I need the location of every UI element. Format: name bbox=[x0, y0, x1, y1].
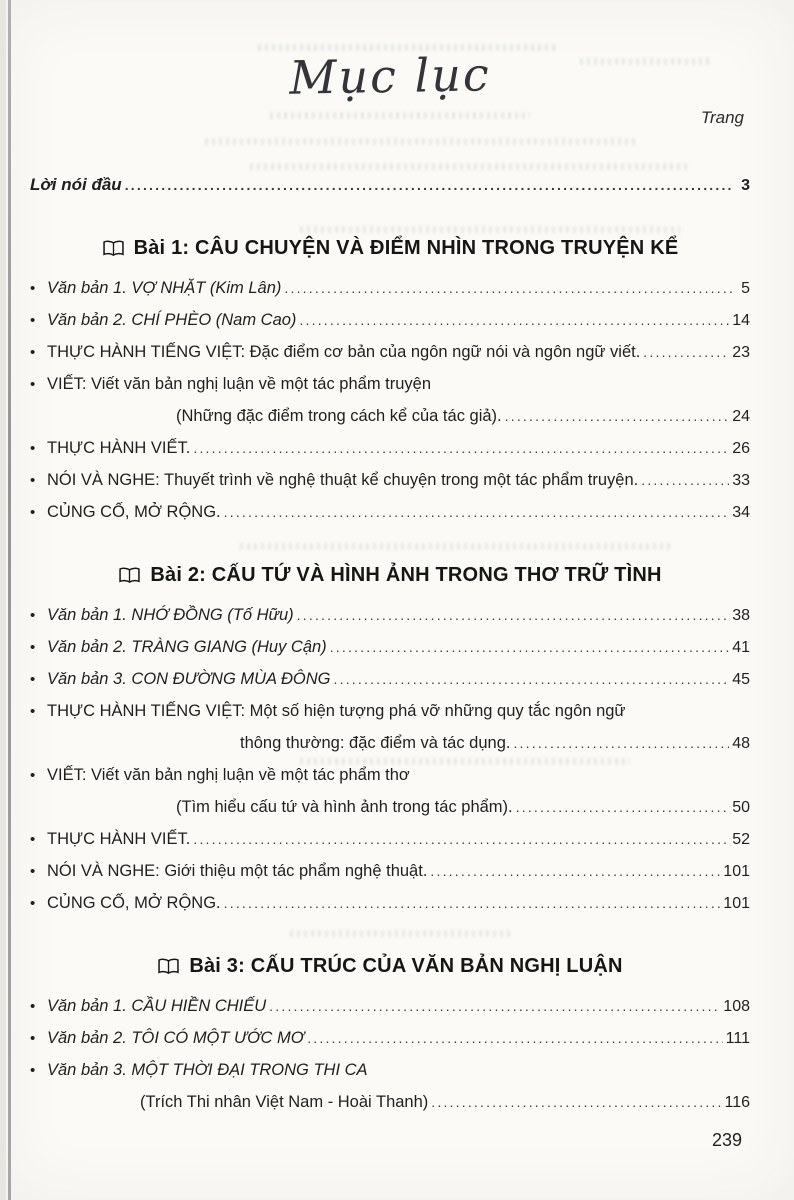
entry-page-number: 34 bbox=[732, 504, 750, 521]
entry-page-number: 23 bbox=[732, 344, 750, 361]
dot-leader bbox=[505, 405, 730, 427]
dot-leader bbox=[297, 604, 730, 626]
toc-entry bbox=[30, 995, 750, 1018]
entry-page-number: 116 bbox=[724, 1094, 750, 1111]
entry-text: • CỦNG CỐ, MỞ RỘNG. bbox=[47, 894, 221, 912]
dot-leader bbox=[284, 277, 733, 299]
entry-text: • Văn bản 1. VỢ NHẶT (Kim Lân) bbox=[47, 279, 282, 297]
toc-entry bbox=[30, 277, 750, 300]
entry-page-number: 111 bbox=[725, 1030, 750, 1047]
toc-entry bbox=[30, 604, 750, 627]
dot-leader bbox=[224, 501, 730, 523]
section-title: Bài 2: CẤU TỨ VÀ HÌNH ẢNH TRONG THƠ TRỮ TÌNH bbox=[150, 564, 662, 586]
toc-entry bbox=[30, 1059, 750, 1082]
toc-entry-continuation bbox=[30, 1091, 750, 1114]
dot-leader bbox=[224, 892, 721, 914]
toc-entry bbox=[30, 860, 750, 883]
dot-leader bbox=[431, 1091, 721, 1113]
entry-text: • THỰC HÀNH TIẾNG VIỆT: Đặc điểm cơ bản của ngôn ngữ nói và ngôn ngữ viết. bbox=[47, 343, 641, 361]
bleed-through-artifact bbox=[205, 138, 635, 145]
toc-entry bbox=[30, 341, 750, 364]
toc-entry bbox=[30, 668, 750, 691]
dot-leader bbox=[330, 636, 730, 658]
dot-leader bbox=[269, 995, 720, 1017]
dot-leader bbox=[334, 668, 730, 690]
toc-entry bbox=[30, 437, 750, 460]
dot-leader bbox=[193, 437, 729, 459]
entry-text: (Những đặc điểm trong cách kể của tác giả). bbox=[176, 407, 502, 425]
bleed-through-artifact bbox=[290, 930, 510, 937]
dot-leader bbox=[307, 1027, 722, 1049]
entry-text: • NÓI VÀ NGHE: Thuyết trình về nghệ thuật kể chuyện trong một tác phẩm truyện. bbox=[47, 471, 639, 489]
entry-text: thông thường: đặc điểm và tác dụng. bbox=[240, 734, 511, 752]
dot-leader bbox=[641, 469, 729, 491]
toc-entry bbox=[30, 892, 750, 915]
entry-text: • Văn bản 3. MỘT THỜI ĐẠI TRONG THI CA bbox=[47, 1061, 368, 1079]
entry-page-number: 41 bbox=[732, 639, 750, 656]
entry-page-number: 33 bbox=[732, 472, 750, 489]
entry-text: • VIẾT: Viết văn bản nghị luận về một tác phẩm thơ bbox=[47, 766, 410, 784]
entry-text: • VIẾT: Viết văn bản nghị luận về một tác phẩm truyện bbox=[47, 375, 432, 393]
open-book-icon bbox=[102, 240, 125, 257]
entry-page-number: 45 bbox=[732, 671, 750, 688]
section-title: Bài 3: CẤU TRÚC CỦA VĂN BẢN NGHỊ LUẬN bbox=[189, 955, 623, 977]
entry-text: (Trích Thi nhân Việt Nam - Hoài Thanh) bbox=[140, 1093, 429, 1111]
entry-text: • Văn bản 2. TRÀNG GIANG (Huy Cận) bbox=[47, 638, 327, 656]
bleed-through-artifact bbox=[240, 543, 670, 550]
entry-text: • Văn bản 3. CON ĐƯỜNG MÙA ĐÔNG bbox=[47, 670, 331, 688]
toc-entry bbox=[30, 309, 750, 332]
entry-page-number: 48 bbox=[732, 735, 750, 752]
entry-text: • Văn bản 1. NHỚ ĐỒNG (Tố Hữu) bbox=[47, 606, 294, 624]
toc-entry-continuation bbox=[30, 405, 750, 428]
scan-edge-line bbox=[8, 0, 11, 1200]
entry-page-number: 14 bbox=[732, 312, 750, 329]
toc-entry bbox=[30, 828, 750, 851]
dot-leader bbox=[513, 732, 729, 754]
toc-entry-continuation bbox=[30, 796, 750, 819]
entry-text: • NÓI VÀ NGHE: Giới thiệu một tác phẩm nghệ thuật. bbox=[47, 862, 428, 880]
page-column-header: Trang bbox=[700, 108, 744, 127]
toc-entry bbox=[30, 373, 750, 396]
toc-entry bbox=[30, 764, 750, 787]
toc-entry bbox=[30, 636, 750, 659]
entry-page-number: 5 bbox=[741, 280, 750, 297]
entry-text: • CỦNG CỐ, MỞ RỘNG. bbox=[47, 503, 221, 521]
entry-text: • THỰC HÀNH TIẾNG VIỆT: Một số hiện tượng phá vỡ những quy tắc ngôn ngữ bbox=[47, 702, 626, 720]
entry-page-number: 24 bbox=[732, 408, 750, 425]
entry-page-number: 38 bbox=[732, 607, 750, 624]
section-title: Bài 1: CÂU CHUYỆN VÀ ĐIỂM NHÌN TRONG TRUYỆN KỂ bbox=[133, 237, 679, 259]
toc-entry bbox=[30, 501, 750, 524]
dot-leader bbox=[516, 796, 730, 818]
open-book-icon bbox=[118, 567, 141, 584]
entry-text: • Văn bản 2. TÔI CÓ MỘT ƯỚC MƠ bbox=[47, 1029, 305, 1047]
dot-leader bbox=[193, 828, 729, 850]
toc-entry bbox=[30, 1027, 750, 1050]
open-book-icon bbox=[157, 958, 180, 975]
page-title: Mục lục bbox=[288, 47, 492, 105]
toc-entry-continuation bbox=[30, 732, 750, 755]
entry-text: • THỰC HÀNH VIẾT. bbox=[47, 439, 191, 457]
entry-text: • Văn bản 2. CHÍ PHÈO (Nam Cao) bbox=[47, 311, 297, 329]
toc-entry bbox=[30, 700, 750, 723]
entry-page-number: 52 bbox=[732, 831, 750, 848]
dot-leader bbox=[125, 174, 733, 196]
section-heading bbox=[30, 235, 750, 261]
entry-page-number: 50 bbox=[732, 799, 750, 816]
toc-entry-intro bbox=[30, 174, 750, 197]
entry-page-number: 3 bbox=[741, 177, 750, 194]
entry-page-number: 101 bbox=[723, 895, 750, 912]
scan-edge-shadow bbox=[0, 0, 6, 1200]
section-heading bbox=[30, 562, 750, 588]
bleed-through-artifact bbox=[300, 226, 680, 233]
entry-text: (Tìm hiểu cấu tứ và hình ảnh trong tác phẩm). bbox=[176, 798, 513, 816]
entry-page-number: 101 bbox=[723, 863, 750, 880]
dot-leader bbox=[430, 860, 720, 882]
entry-text: Lời nói đầu bbox=[30, 175, 122, 194]
dot-leader bbox=[299, 309, 729, 331]
bleed-through-artifact bbox=[270, 112, 530, 119]
entry-text: • THỰC HÀNH VIẾT. bbox=[47, 830, 191, 848]
entry-page-number: 108 bbox=[723, 998, 750, 1015]
entry-text: • Văn bản 1. CẦU HIỀN CHIẾU bbox=[47, 997, 267, 1015]
entry-page-number: 26 bbox=[732, 440, 750, 457]
bleed-through-artifact bbox=[250, 163, 690, 170]
page-number-footer: 239 bbox=[711, 1130, 742, 1150]
bleed-through-artifact bbox=[300, 758, 630, 765]
section-heading bbox=[30, 953, 750, 979]
toc-entry bbox=[30, 469, 750, 492]
dot-leader bbox=[643, 341, 729, 363]
